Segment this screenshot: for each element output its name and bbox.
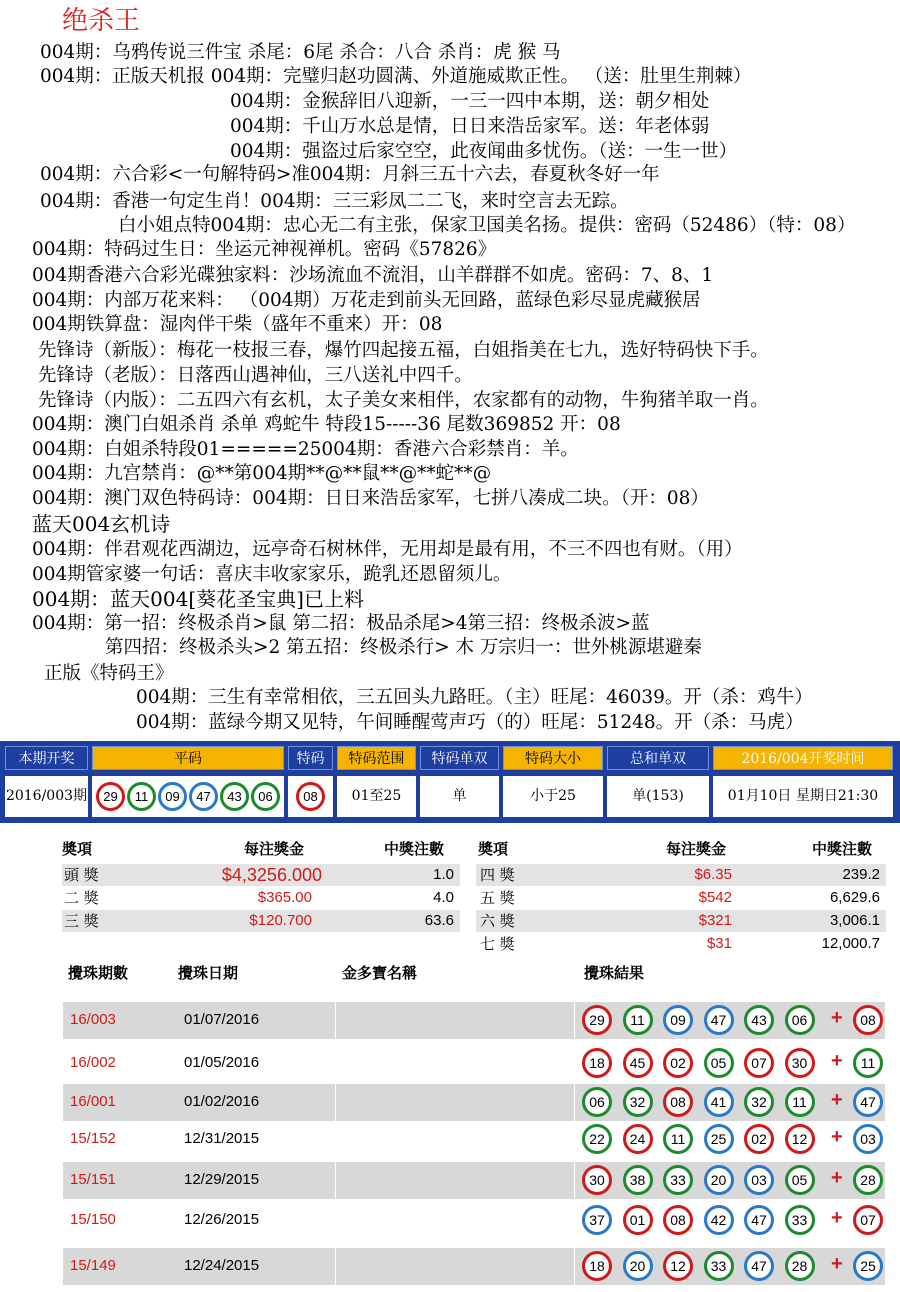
special-ball: 11 — [853, 1048, 883, 1078]
ball: 08 — [663, 1087, 693, 1117]
history-header-results: 攪珠結果 — [584, 964, 645, 982]
history-header-name: 金多寶名稱 — [342, 964, 418, 982]
prize-count: 3,006.1 — [829, 912, 880, 929]
text-line: 白小姐点特004期：忠心无二有主张，保家卫国美名扬。提供：密码（52486）（特：08） — [118, 215, 856, 236]
draw-period: 16/003 — [70, 1011, 116, 1028]
special-odd-even: 单 — [420, 776, 499, 817]
page-title: 绝杀王 — [62, 6, 141, 36]
prize-table-left — [62, 838, 460, 938]
table-row — [63, 1045, 885, 1082]
prize-header-name: 奬項 — [478, 840, 509, 858]
prize-amount: $321 — [698, 912, 732, 929]
text-line: 004期：蓝天004[葵花圣宝典]已上料 — [32, 587, 364, 611]
history-header-date: 攪珠日期 — [178, 964, 239, 982]
draw-date: 12/24/2015 — [184, 1257, 260, 1274]
table-row — [63, 1248, 885, 1285]
prize-count: 239.2 — [842, 866, 880, 883]
draw-date: 12/26/2015 — [184, 1211, 260, 1228]
text-line: 004期：澳门双色特码诗：004期：日日来浩岳家军，七拼八凑成二块。（开：08） — [32, 488, 709, 509]
prize-amount: $120.700 — [249, 912, 312, 929]
text-line: 第四招：终极杀头>2 第五招：终极杀行> 木 万宗归一：世外桃源堪避秦 — [105, 637, 702, 658]
special-ball-cell — [288, 776, 333, 817]
text-line: 004期：澳门白姐杀肖 杀单 鸡蛇牛 特段15-----36 尾数369852 开：08 — [32, 414, 621, 435]
prize-header-name: 奬項 — [62, 840, 93, 858]
ball: 22 — [582, 1124, 612, 1154]
ball: 18 — [582, 1048, 612, 1078]
ball: 07 — [744, 1048, 774, 1078]
text-line: 004期：蓝绿今期又见特，午间睡醒莺声巧（的）旺尾：51248。开（杀：马虎） — [136, 712, 804, 733]
prize-row — [476, 910, 886, 932]
prize-amount: $6.35 — [694, 866, 732, 883]
prize-table-right — [476, 838, 886, 958]
prize-name: 二 獎 — [64, 889, 99, 907]
ball: 41 — [704, 1087, 734, 1117]
table-row — [63, 1202, 885, 1239]
name-cell — [335, 1045, 575, 1082]
header-current-draw: 本期开奖 — [5, 746, 88, 770]
prize-row — [62, 887, 460, 909]
text-line: 004期：第一招：终极杀肖>鼠 第二招：极品杀尾>4第三招：终极杀波>蓝 — [32, 613, 650, 634]
ball: 11 — [127, 782, 156, 811]
regular-balls — [92, 776, 284, 817]
table-row — [63, 1084, 885, 1121]
draw-period: 15/149 — [70, 1257, 116, 1274]
ball: 28 — [785, 1251, 815, 1281]
text-line: 004期：三生有幸常相依，三五回头九路旺。（主）旺尾：46039。开（杀：鸡牛） — [136, 687, 813, 708]
special-size: 小于25 — [503, 776, 603, 817]
special-ball: 25 — [853, 1251, 883, 1281]
ball: 37 — [582, 1205, 612, 1235]
prize-name: 七 獎 — [480, 935, 515, 953]
prize-amount: $365.00 — [257, 889, 312, 906]
special-ball: 03 — [853, 1124, 883, 1154]
name-cell — [335, 1084, 575, 1121]
ball: 30 — [582, 1165, 612, 1195]
prize-header-amount: 每注獎金 — [666, 840, 727, 858]
ball: 03 — [744, 1165, 774, 1195]
name-cell — [335, 1162, 575, 1199]
ball: 29 — [96, 782, 125, 811]
header-special-number: 特码 — [288, 746, 333, 770]
prize-amount: $31 — [706, 935, 732, 952]
plus-sign: + — [831, 1207, 843, 1229]
ball: 38 — [623, 1165, 653, 1195]
text-line: 004期：六合彩<一句解特码>准004期：月斜三五十六去，春夏秋冬好一年 — [40, 164, 660, 185]
plus-sign: + — [831, 1167, 843, 1189]
text-line: 004期：金猴辞旧八迎新，一三一四中本期，送：朝夕相处 — [230, 91, 710, 112]
text-line: 004期：伴君观花西湖边，远亭奇石树林伴，无用却是最有用，不三不四也有财。（用） — [32, 539, 743, 560]
draw-period: 15/152 — [70, 1130, 116, 1147]
prize-count: 1.0 — [433, 866, 454, 883]
prize-count: 4.0 — [433, 889, 454, 906]
special-ball: 08 — [296, 782, 325, 811]
draw-date: 01/02/2016 — [184, 1093, 260, 1110]
prize-header-amount: 每注獎金 — [244, 840, 305, 858]
draw-date: 12/31/2015 — [184, 1130, 260, 1147]
name-cell — [335, 1121, 575, 1158]
header-next-draw-time: 2016/004开奖时间 — [713, 746, 893, 770]
special-ball: 28 — [853, 1165, 883, 1195]
ball: 33 — [785, 1205, 815, 1235]
prize-name: 五 獎 — [480, 889, 515, 907]
ball: 25 — [704, 1124, 734, 1154]
text-line: 蓝天004玄机诗 — [32, 512, 171, 536]
prize-amount: $542 — [698, 889, 732, 906]
text-line: 先锋诗（内版）：二五四六有玄机，太子美女来相伴，农家都有的动物，牛狗猪羊取一肖。 — [38, 390, 769, 411]
ball: 09 — [663, 1005, 693, 1035]
special-ball: 47 — [853, 1087, 883, 1117]
ball: 06 — [582, 1087, 612, 1117]
ball: 47 — [189, 782, 218, 811]
prize-name: 六 獎 — [480, 912, 515, 930]
prize-count: 63.6 — [424, 912, 454, 929]
ball: 06 — [785, 1005, 815, 1035]
plus-sign: + — [831, 1253, 843, 1275]
ball: 20 — [623, 1251, 653, 1281]
special-ball: 07 — [853, 1205, 883, 1235]
draw-period: 2016/003期 — [5, 776, 88, 817]
draw-result-bar — [0, 741, 900, 823]
text-line: 004期管家婆一句话：喜庆丰收家家乐，跪乳还恩留须儿。 — [32, 564, 512, 585]
table-row — [63, 1162, 885, 1199]
prize-header-count: 中獎注數 — [812, 840, 873, 858]
prize-row — [62, 910, 460, 932]
prize-header-count: 中獎注數 — [384, 840, 445, 858]
next-draw-time: 01月10日 星期日21:30 — [713, 776, 893, 817]
plus-sign: + — [831, 1050, 843, 1072]
prize-row — [476, 864, 886, 886]
prize-row — [62, 864, 460, 886]
prize-row — [476, 887, 886, 909]
ball: 05 — [785, 1165, 815, 1195]
ball: 42 — [704, 1205, 734, 1235]
text-line: 004期：特码过生日：坐运元神视禅机。密码《57826》 — [32, 239, 497, 260]
prize-name: 四 獎 — [480, 866, 515, 884]
ball: 12 — [785, 1124, 815, 1154]
prize-name: 三 獎 — [64, 912, 99, 930]
ball: 33 — [663, 1165, 693, 1195]
ball: 20 — [704, 1165, 734, 1195]
ball: 11 — [663, 1124, 693, 1154]
text-line: 先锋诗（新版）：梅花一枝报三春，爆竹四起接五福，白姐指美在七九，选好特码快下手。 — [38, 340, 769, 361]
plus-sign: + — [831, 1089, 843, 1111]
ball: 11 — [623, 1005, 653, 1035]
ball: 09 — [158, 782, 187, 811]
draw-date: 01/07/2016 — [184, 1011, 260, 1028]
ball: 47 — [744, 1205, 774, 1235]
header-special-range: 特码范围 — [337, 746, 416, 770]
draw-period: 15/151 — [70, 1171, 116, 1188]
text-line: 004期铁算盘：湿肉伴干柴（盛年不重来）开：08 — [32, 314, 443, 335]
header-special-odd-even: 特码单双 — [420, 746, 499, 770]
prize-row — [476, 933, 886, 955]
name-cell — [335, 1002, 575, 1039]
text-line: 正版《特码王》 — [44, 663, 174, 684]
text-line: 004期：乌鸦传说三件宝 杀尾：6尾 杀合：八合 杀肖：虎 猴 马 — [40, 42, 561, 63]
ball: 02 — [663, 1048, 693, 1078]
ball: 32 — [744, 1087, 774, 1117]
special-range: 01至25 — [337, 776, 416, 817]
ball: 08 — [663, 1205, 693, 1235]
ball: 32 — [623, 1087, 653, 1117]
text-line: 004期：正版天机报 004期：完璧归赵功圆满、外道施威欺正性。 （送：肚里生荆棘） — [40, 66, 752, 87]
ball: 29 — [582, 1005, 612, 1035]
prize-amount: $4,3256.000 — [221, 865, 322, 885]
table-row — [63, 1121, 885, 1158]
prize-name: 頭 獎 — [64, 866, 99, 884]
text-line: 先锋诗（老版）：日落西山遇神仙，三八送礼中四千。 — [38, 365, 473, 386]
history-header-period: 攪珠期數 — [68, 964, 129, 982]
draw-period: 15/150 — [70, 1211, 116, 1228]
plus-sign: + — [831, 1007, 843, 1029]
special-ball: 08 — [853, 1005, 883, 1035]
ball: 47 — [744, 1251, 774, 1281]
ball: 18 — [582, 1251, 612, 1281]
table-row — [63, 1002, 885, 1039]
header-regular-numbers: 平码 — [92, 746, 284, 770]
text-line: 004期：香港一句定生肖！004期：三三彩凤二二飞，来时空言去无踪。 — [40, 191, 629, 212]
prize-count: 6,629.6 — [829, 889, 880, 906]
ball: 24 — [623, 1124, 653, 1154]
draw-date: 01/05/2016 — [184, 1054, 260, 1071]
text-line: 004期香港六合彩光碟独家料：沙场流血不流泪，山羊群群不如虎。密码：7、8、1 — [32, 265, 714, 286]
ball: 47 — [704, 1005, 734, 1035]
ball: 02 — [744, 1124, 774, 1154]
text-line: 004期：千山万水总是情，日日来浩岳家军。送：年老体弱 — [230, 116, 710, 137]
text-line: 004期：内部万花来料： （004期）万花走到前头无回路，蓝绿色彩尽显虎藏猴居 — [32, 290, 701, 311]
header-sum-odd-even: 总和单双 — [607, 746, 709, 770]
ball: 06 — [251, 782, 280, 811]
ball: 12 — [663, 1251, 693, 1281]
ball: 33 — [704, 1251, 734, 1281]
name-cell — [335, 1248, 575, 1285]
ball: 30 — [785, 1048, 815, 1078]
text-line: 004期：强盗过后家空空，此夜闻曲多忧伤。（送：一生一世） — [230, 141, 738, 162]
ball: 43 — [744, 1005, 774, 1035]
draw-period: 16/001 — [70, 1093, 116, 1110]
prize-count: 12,000.7 — [821, 935, 880, 952]
sum-odd-even: 单(153) — [607, 776, 709, 817]
draw-period: 16/002 — [70, 1054, 116, 1071]
text-line: 004期：白姐杀特段01=====25004期：香港六合彩禁肖：羊。 — [32, 439, 579, 460]
ball: 43 — [220, 782, 249, 811]
ball: 05 — [704, 1048, 734, 1078]
plus-sign: + — [831, 1126, 843, 1148]
text-line: 004期：九宫禁肖：@**第004期**@**鼠**@**蛇**@ — [32, 463, 492, 484]
header-special-size: 特码大小 — [503, 746, 603, 770]
draw-date: 12/29/2015 — [184, 1171, 260, 1188]
ball: 01 — [623, 1205, 653, 1235]
ball: 45 — [623, 1048, 653, 1078]
ball: 11 — [785, 1087, 815, 1117]
name-cell — [335, 1202, 575, 1239]
